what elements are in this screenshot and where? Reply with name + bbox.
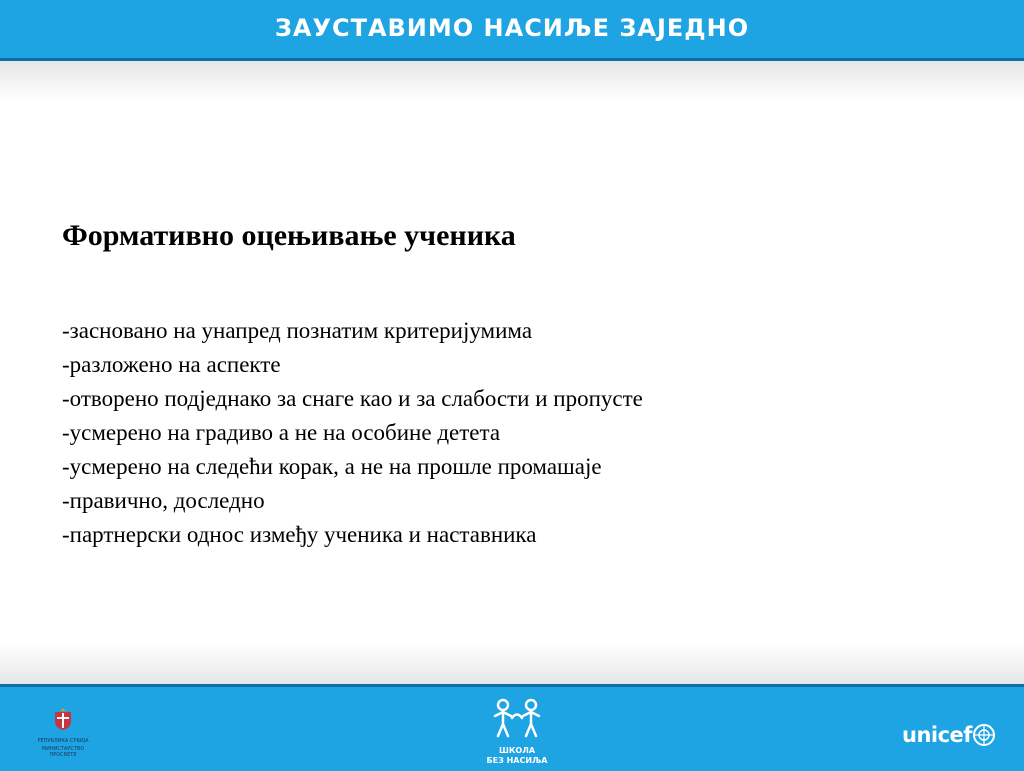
bullet-item: -партнерски однос између ученика и наставника: [62, 522, 537, 547]
bullet-item: -засновано на унапред познатим критеријумима: [62, 318, 533, 343]
footer-shadow: [0, 644, 1024, 684]
bullet-item: -отворено подједнако за снаге као и за слабости и пропусте: [62, 386, 643, 411]
slide-title: Формативно оцењивање ученика: [62, 219, 516, 252]
slide-content: [62, 214, 962, 547]
bullet-item: -усмерено на градиво а не на особине детета: [62, 420, 501, 445]
bullet-item: -разложено на аспекте: [62, 352, 281, 377]
school-line1: ШКОЛА: [498, 746, 536, 755]
bullet-list: [62, 314, 643, 552]
bullet-item: -правично, доследно: [62, 488, 265, 513]
children-figures-icon: [485, 697, 549, 741]
crest-caption-line1: РЕПУБЛИКА СРБИЈА: [37, 738, 89, 744]
crest-caption-line2: МИНИСТАРСТВО ПРОСВЕТЕ: [41, 746, 85, 758]
bullet-item: -усмерено на следећи корак, а не на прошле промашаје: [62, 454, 602, 479]
unicef-emblem-icon: [972, 723, 996, 747]
unicef-wordmark: unicef: [902, 723, 972, 747]
campaign-title: ЗАУСТАВИМО НАСИЉЕ ЗАЈЕДНО: [274, 13, 750, 42]
serbian-crest-icon: [52, 707, 74, 731]
header-bar: [0, 0, 1024, 61]
header-shadow: [0, 61, 1024, 101]
school-line2: БЕЗ НАСИЉА: [486, 756, 548, 765]
ministry-logo: [28, 707, 98, 758]
unicef-logo: [902, 723, 996, 747]
footer-bar: [0, 684, 1024, 771]
school-logo: [477, 697, 557, 766]
